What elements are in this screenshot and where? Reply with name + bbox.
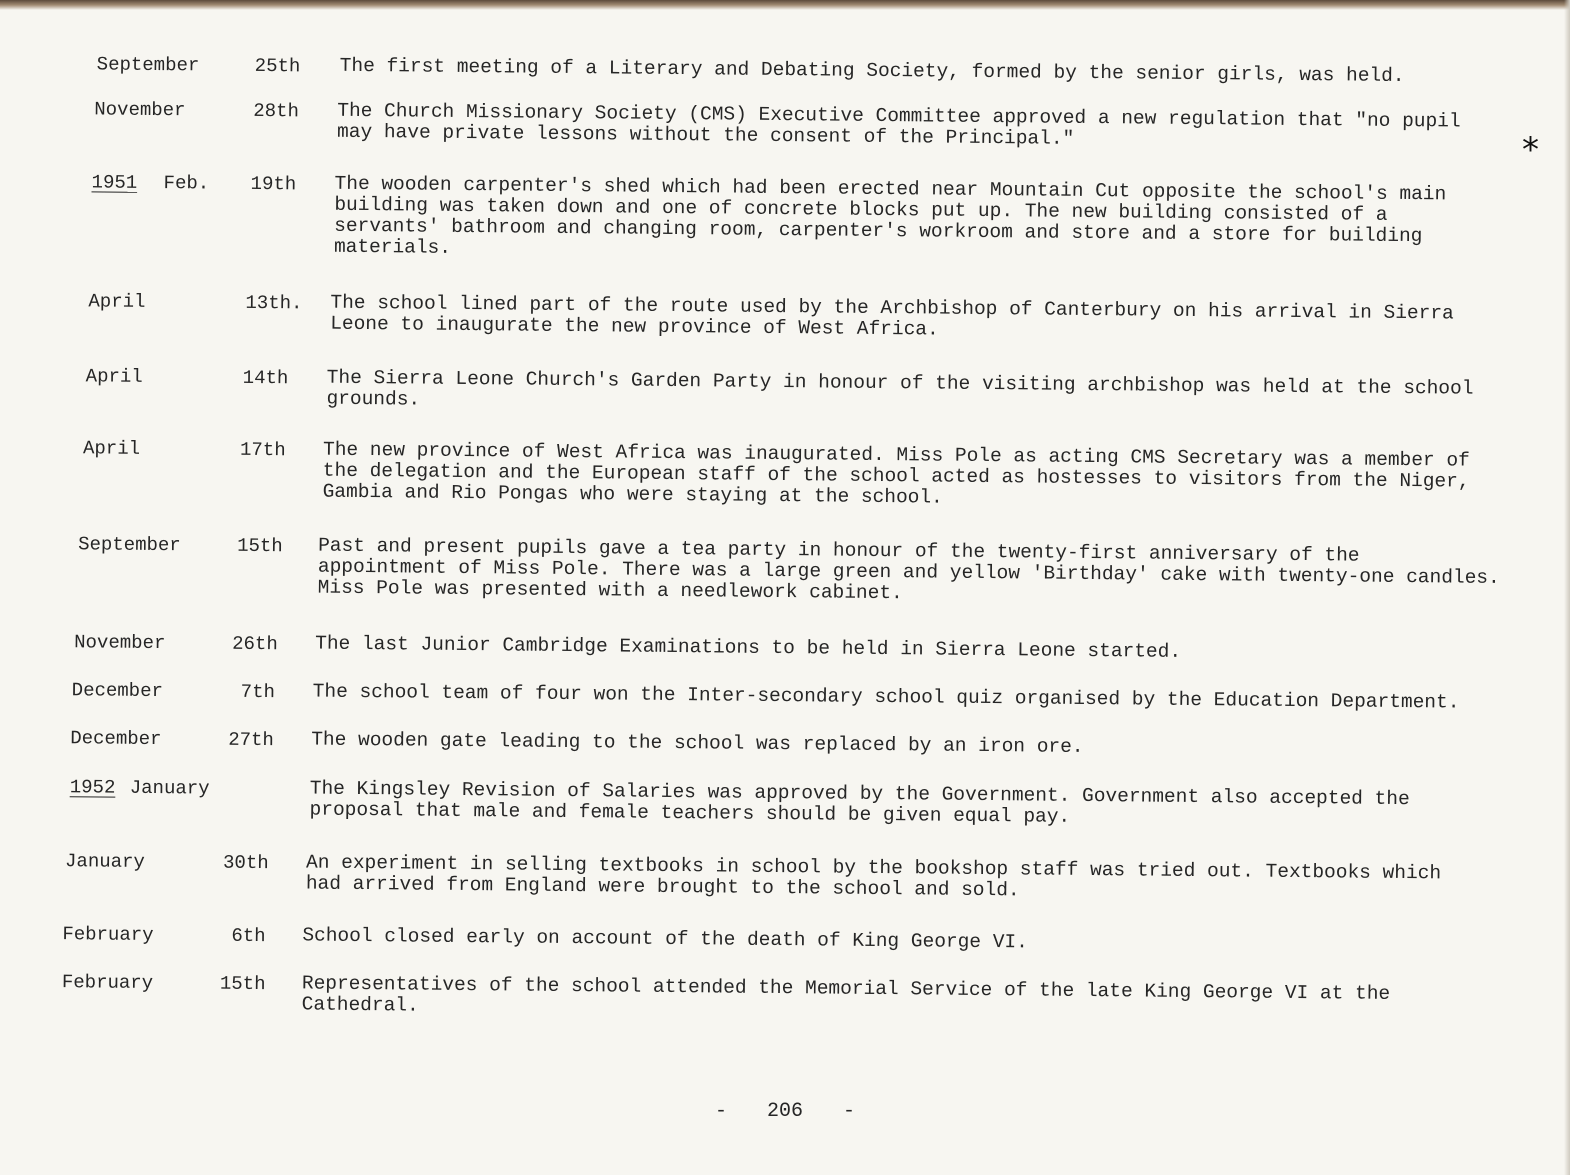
entry-year: 1952 (69, 776, 116, 799)
chronology-entry (0, 776, 1568, 828)
chronology-entry (0, 679, 1569, 714)
chronology-entry (1, 437, 1570, 509)
margin-asterisk-mark: * (1522, 130, 1539, 170)
page-number-footer (0, 1100, 1570, 1123)
entry-month: December (71, 679, 164, 703)
page-number-dash-left: - (714, 1100, 727, 1123)
entry-day: 17th (239, 438, 286, 462)
page-number-dash-right: - (843, 1100, 856, 1123)
entry-month: January (129, 776, 210, 800)
entry-day: 30th (222, 851, 269, 875)
entry-month: February (61, 971, 154, 995)
entry-day: 7th (240, 680, 276, 704)
entry-day: 14th (242, 366, 289, 390)
entry-description: The Kingsley Revision of Salaries was approved by the Government. Government also accepted the proposal that male and female teachers should be given equal pay. (309, 777, 1410, 828)
entry-month: April (88, 290, 146, 313)
chronology-entry (0, 631, 1569, 663)
entry-day: 15th (237, 534, 283, 558)
entry-description: The school lined part of the route used by the Archbishop of Canterbury on his arrival in Sierra Leone to inaugurate the new province of West Africa. (330, 291, 1454, 341)
chronology-entry (0, 922, 1566, 954)
entry-month: September (96, 53, 200, 77)
entry-day: 28th (253, 99, 299, 123)
chronology-entry (5, 53, 1570, 87)
entry-month: September (78, 533, 181, 557)
entry-description: An experiment in selling textbooks in school by the bookshop staff was tried out. Textbooks which had arrived from England were brought to the school and sold. (305, 851, 1442, 902)
chronology-entry (0, 533, 1570, 605)
entry-month: December (70, 727, 162, 751)
entry-day: 25th (254, 54, 301, 78)
entry-month: April (82, 437, 141, 460)
entry-day: 15th (219, 972, 266, 996)
entry-month: November (94, 98, 186, 122)
page-number: 206 (766, 1100, 803, 1123)
entry-month: Feb. (163, 172, 210, 195)
entry-month: April (85, 365, 143, 388)
entry-description: The first meeting of a Literary and Debating Society, formed by the senior girls, was held. (339, 54, 1405, 87)
chronology-entry (2, 365, 1570, 411)
entry-description: The last Junior Cambridge Examinations to be held in Sierra Leone started. (315, 632, 1182, 663)
entry-day: 19th (250, 172, 297, 196)
entry-month: February (62, 923, 154, 947)
chronology-entry (0, 849, 1567, 902)
entry-description: The school team of four won the Inter-secondary school quiz organised by the Education Department. (312, 680, 1460, 714)
entry-day: 26th (232, 632, 278, 656)
entry-description: The wooden carpenter's shed which had been erected near Mountain Cut opposite the school's main building was taken down and one of concrete blocks put up. The new building consisted of a servants' bathroom and changing room, carpenter's workroom and store and a store for building materials. (333, 172, 1447, 259)
entry-description: Past and present pupils gave a tea party in honour of the twenty-first anniversary of the appointment of Miss Pole. There was a large green and yellow 'Birthday' cake with twenty-one candles. Miss Pole was presented with a needlework cabinet. (317, 534, 1500, 605)
chronology-entry (3, 290, 1570, 341)
entry-description: Representatives of the school attended the Memorial Service of the late King George VI at the Cathedral. (301, 972, 1391, 1017)
chronology-entry (0, 727, 1568, 758)
entry-year: 1951 (91, 171, 138, 194)
entry-description: The new province of West Africa was inaugurated. Miss Pole as acting CMS Secretary was a member of the delegation and the European staff of the school acted as hostesses to visitors from the Niger, Gambia and Rio Pongas who were staying at the school. (322, 438, 1470, 509)
entry-description: The Church Missionary Society (CMS) Executive Committee approved a new regulation that "no pupil may have private lessons without the consent of the Principal." (336, 99, 1461, 150)
entry-description: The wooden gate leading to the school was replaced by an iron ore. (311, 728, 1084, 758)
entry-description: The Sierra Leone Church's Garden Party in honour of the visiting archbishop was held at the school grounds. (326, 366, 1474, 411)
entry-month: November (74, 631, 166, 655)
entry-day: 13th. (245, 291, 303, 315)
chronology-entry (4, 171, 1570, 259)
entry-month: January (64, 850, 146, 873)
entry-day: 6th (231, 924, 266, 948)
entry-description: School closed early on account of the death of King George VI. (302, 924, 1028, 954)
chronology-entry (4, 98, 1570, 150)
chronology-entry (0, 970, 1566, 1017)
entry-day: 27th (228, 728, 274, 752)
